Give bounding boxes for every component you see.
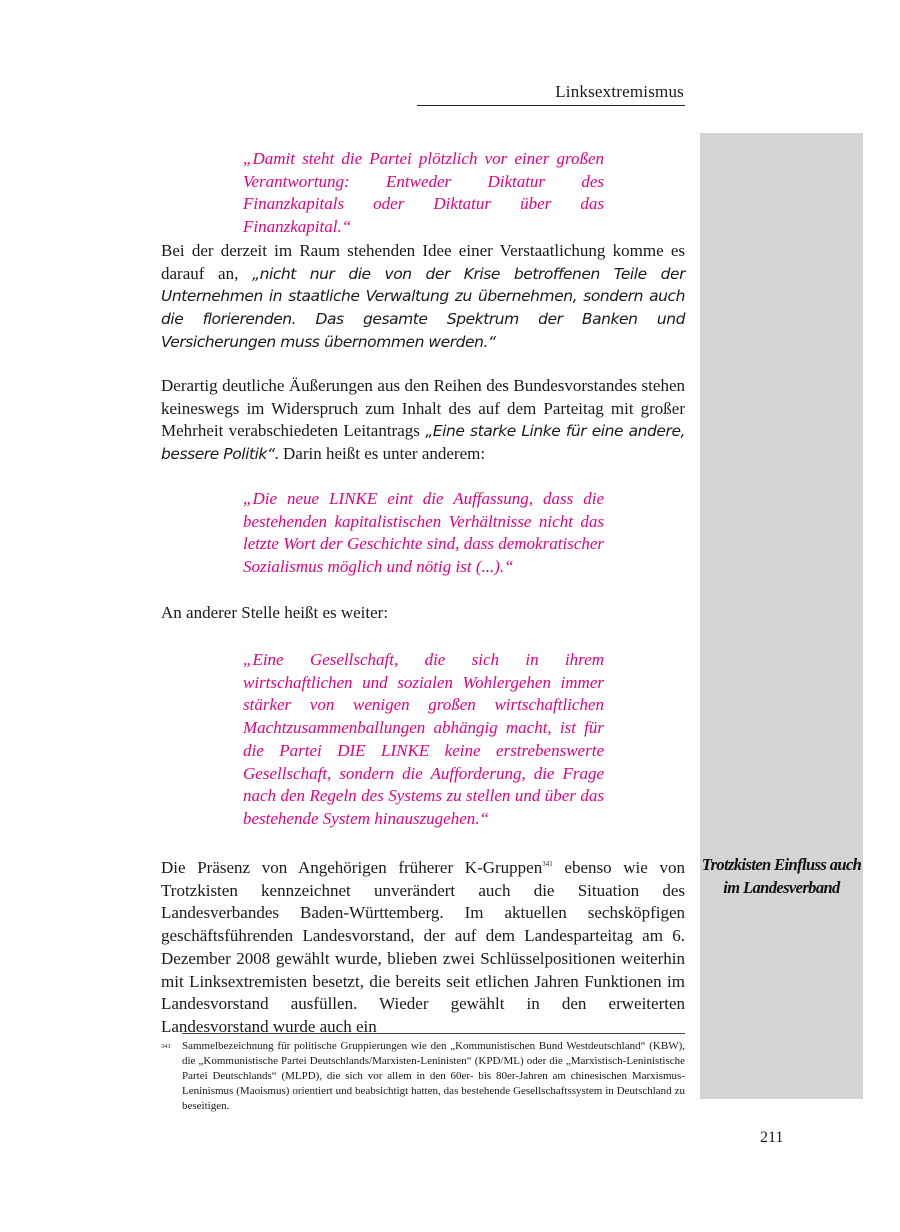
- paragraph-2-quote: „Eine starke Linke für eine andere, bessere Politik“: [161, 422, 686, 464]
- block-quote-2: „Die neue LINKE eint die Auffassung, dass die bestehenden kapitalistischen Verhältnisse nicht das letzte Wort der Geschichte sind, dass demokratischer Sozialismus möglich und nötig ist (...).“: [243, 489, 604, 577]
- footnote-number: 341: [161, 1043, 171, 1050]
- block-quote-3: „Eine Gesellschaft, die sich in ihrem wirtschaftlichen und sozialen Wohlergehen immer stärker von wenigen großen wirtschaftlichen Machtzusammenballungen abhängig macht, ist für die Partei DIE LINKE keine erstrebenswerte Gesellschaft, sondern die Aufforderung, die Frage nach den Regeln des Systems zu stellen und über das bestehende System hinauszugehen.“: [243, 650, 604, 828]
- page-header-title: Linksextremismus: [555, 82, 684, 101]
- paragraph-1-text: Bei der derzeit im Raum stehenden Idee einer Verstaatlichung komme es darauf an,: [161, 241, 685, 283]
- paragraph-2-text-end: . Darin heißt es unter anderem:: [274, 444, 486, 464]
- page-number: 211: [760, 1129, 784, 1146]
- paragraph-2: [161, 375, 685, 466]
- margin-note: Trotzkisten Einfluss auch im Landesverband: [701, 855, 862, 897]
- header-rule: [417, 105, 685, 106]
- paragraph-1: [161, 240, 685, 354]
- paragraph-4-text-end: ebenso wie von Trotzkisten kennzeichnet unverändert auch die Situation des Landesverbandes Baden-Württemberg. Im aktuellen sechsköpfigen geschäftsführenden Landesvorstand, der auf dem Landesparteitag am 6. Dezember 2008 gewählt wurde, blieben zwei Schlüsselpositionen weiterhin mit Linksextremisten besetzt, die bereits seit etlichen Jahren Funktionen im Landesvorstand ausfüllen. Wieder gewählt in den erweiterten Landesvorstand wurde auch ein: [161, 858, 685, 1036]
- paragraph-2-text: Derartig deutliche Äußerungen aus den Reihen des Bundesvorstandes stehen keineswegs im Widerspruch zum Inhalt des auf dem Parteitag mit großer Mehrheit verabschiedeten Leitantrags: [161, 376, 685, 441]
- footnote-rule: [182, 1033, 685, 1034]
- footnote-text: Sammelbezeichnung für politische Gruppierungen wie den „Kommunistischen Bund Westdeutschland“ (KBW), die „Kommunistische Partei Deutschlands/Marxisten-Leninisten“ (KPD/ML) oder die „Marxistisch-Leninistische Partei Deutschlands“ (MLPD), die sich vor allem in den 60er- bis 80er-Jahren am chinesischen Marxismus-Leninismus (Maoismus) orientiert und beabsichtigt hatten, das bestehende Gesellschaftssystem in Deutschland zu beseitigen.: [182, 1040, 685, 1113]
- paragraph-4-text: Die Präsenz von Angehörigen früherer K-Gruppen: [161, 858, 543, 877]
- paragraph-3: An anderer Stelle heißt es weiter:: [161, 603, 389, 622]
- paragraph-4: [161, 853, 685, 1039]
- paragraph-1-quote: „nicht nur die von der Krise betroffenen Teile der Unternehmen in staatliche Verwaltung zu übernehmen, sondern auch die florierenden. Das gesamte Spektrum der Banken und Versicherungen muss übernommen werden.“: [161, 264, 686, 351]
- footnote-reference[interactable]: 341: [542, 860, 553, 868]
- block-quote-1: „Damit steht die Partei plötzlich vor einer großen Verantwortung: Entweder Diktatur des Finanzkapitals oder Diktatur über das Finanzkapital.“: [243, 149, 604, 237]
- margin-column: [700, 133, 863, 1099]
